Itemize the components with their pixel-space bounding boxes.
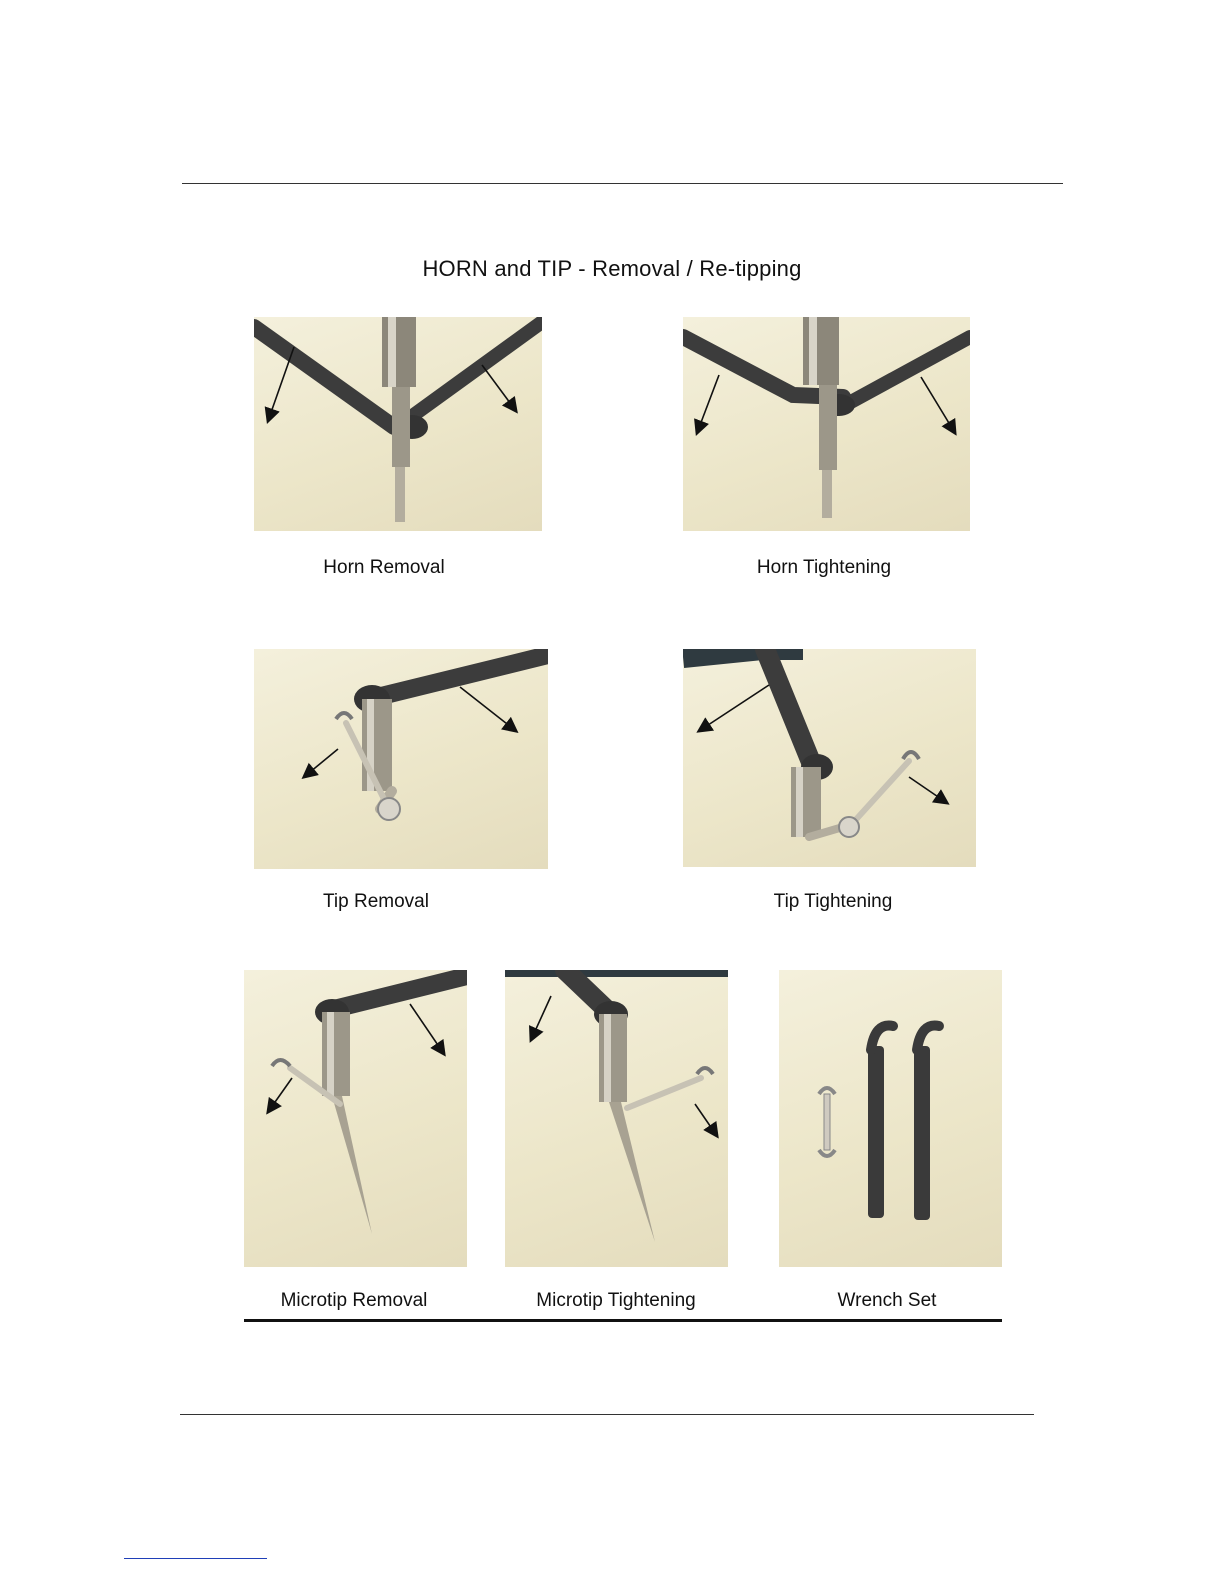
page-title: HORN and TIP - Removal / Re-tipping [422, 256, 802, 281]
tip-tightening-photo [683, 649, 976, 867]
horn-tightening-caption: Horn Tightening [756, 557, 892, 578]
tip-removal-photo [254, 649, 548, 869]
footer-rule [180, 1414, 1034, 1415]
wrench-set-photo [779, 970, 1002, 1267]
microtip-removal-photo [244, 970, 467, 1267]
horn-removal-photo [254, 317, 542, 531]
wrench-set-caption: Wrench Set [837, 1290, 937, 1311]
horn-tightening-photo [683, 317, 970, 531]
microtip-removal-caption: Microtip Removal [280, 1290, 428, 1311]
figure-bottom-rule [244, 1319, 1002, 1322]
footnote-separator [124, 1558, 267, 1559]
tip-removal-caption: Tip Removal [323, 891, 429, 912]
tip-tightening-caption: Tip Tightening [773, 891, 893, 912]
header-rule [182, 183, 1063, 184]
microtip-tightening-photo [505, 970, 728, 1267]
microtip-tightening-caption: Microtip Tightening [536, 1290, 696, 1311]
horn-removal-caption: Horn Removal [323, 557, 445, 578]
